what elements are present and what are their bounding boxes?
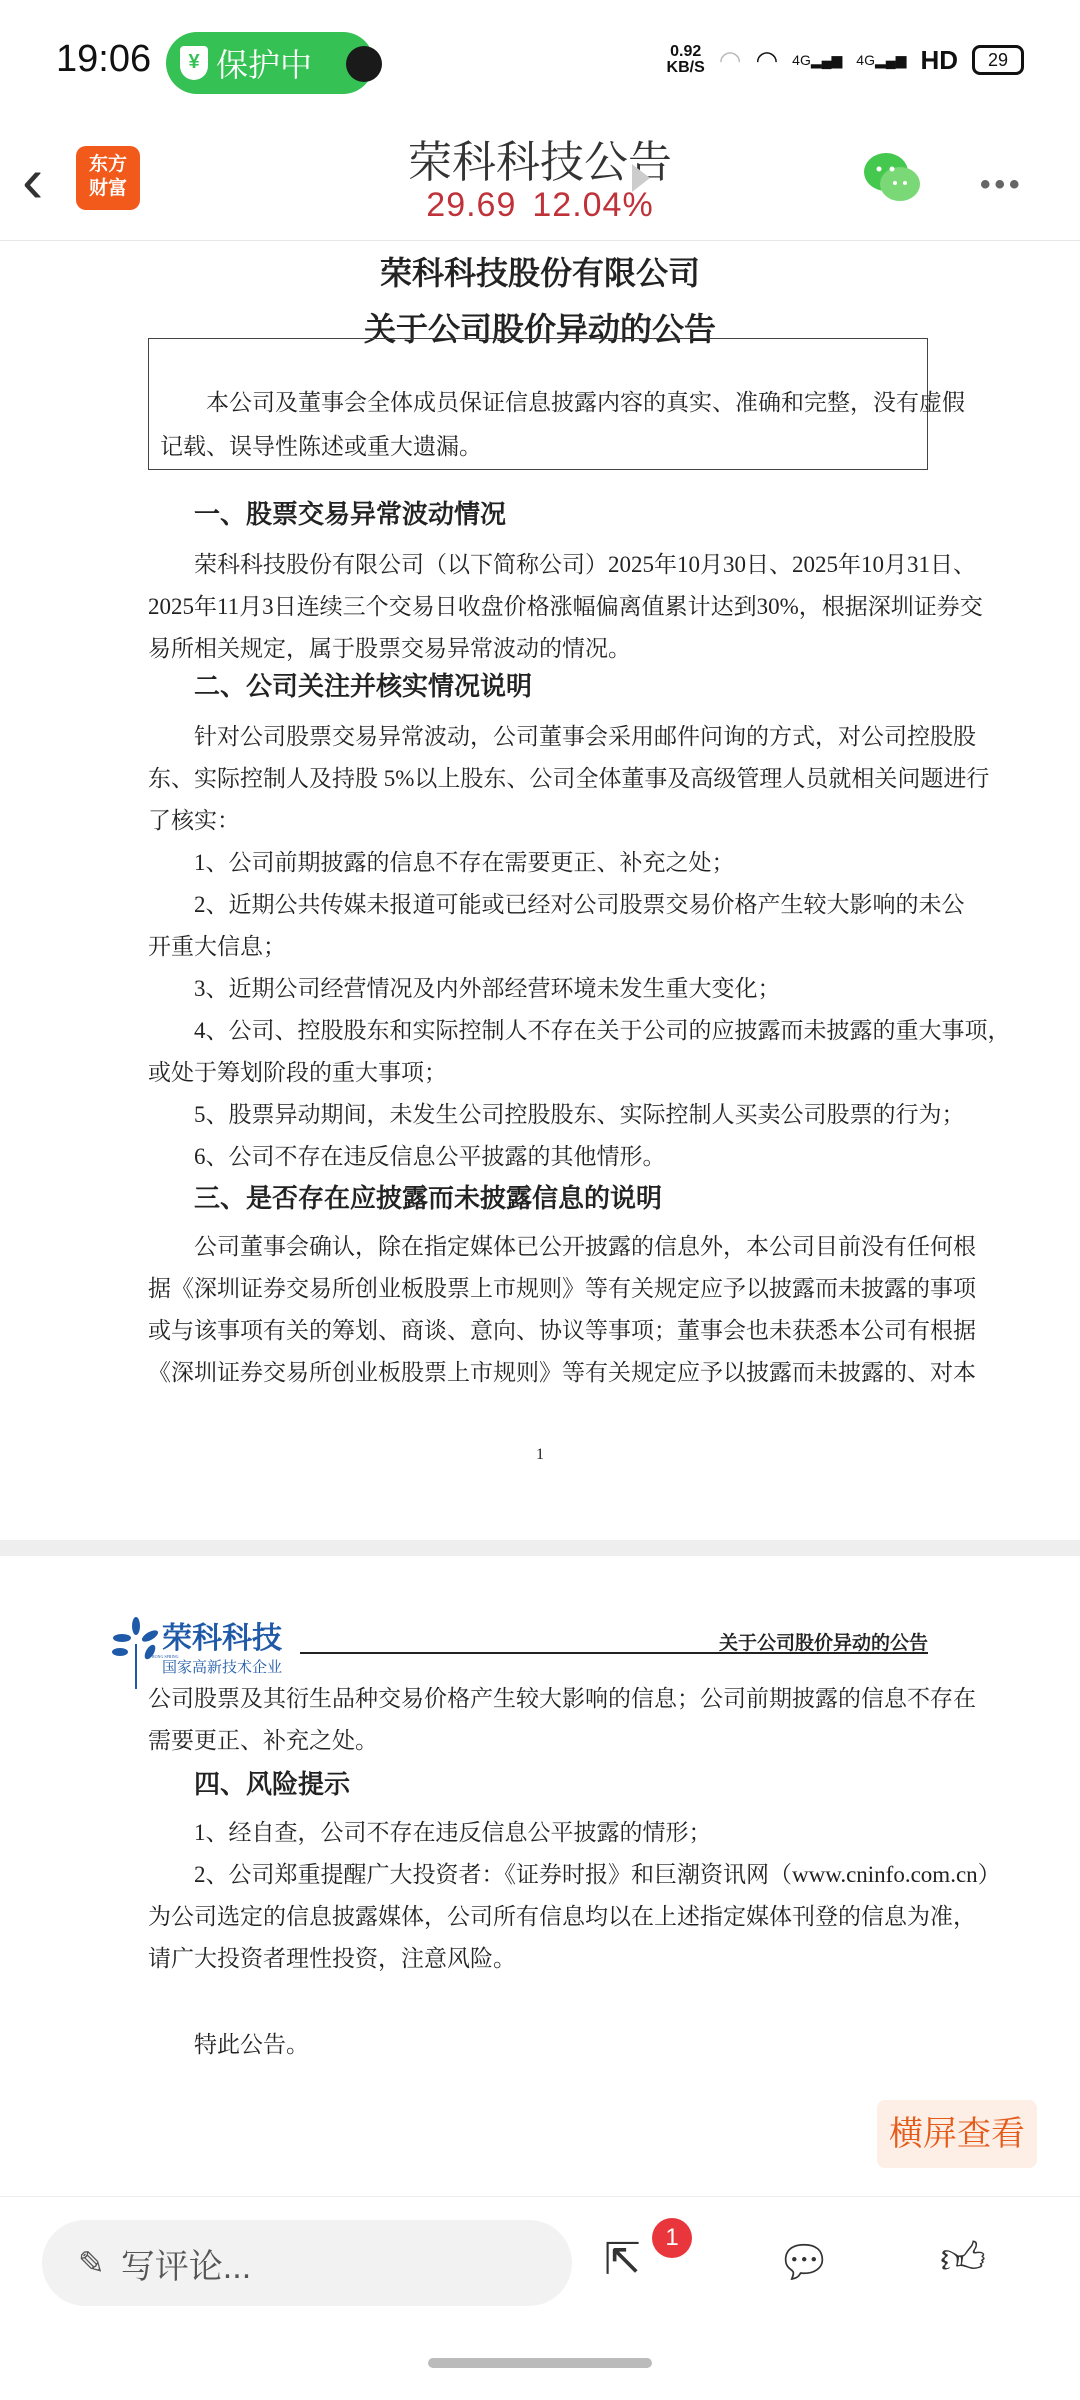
stock-change: 12.04% <box>532 186 654 224</box>
text-line: 开重大信息； <box>148 934 286 959</box>
hd-icon: HD <box>920 44 958 75</box>
comment-input[interactable] <box>42 2220 572 2306</box>
text-line: 6、公司不存在违反信息公平披露的其他情形。 <box>194 1144 666 1169</box>
protection-badge[interactable] <box>166 32 374 94</box>
text-line: 4、公司、控股股东和实际控制人不存在关于公司的应披露而未披露的重大事项， <box>194 1018 1011 1043</box>
text-line: 需要更正、补充之处。 <box>148 1728 378 1753</box>
text-line: 请广大投资者理性投资，注意风险。 <box>148 1946 516 1971</box>
network-speed: 0.92 KB/S <box>666 43 705 76</box>
more-options-button[interactable]: ••• <box>980 168 1024 201</box>
text-line: 公司董事会确认，除在指定媒体已公开披露的信息外，本公司目前没有任何根 <box>194 1234 976 1259</box>
wechat-share-icon[interactable] <box>862 150 922 206</box>
text-line: 荣科科技股份有限公司（以下简称公司）2025年10月30日、2025年10月31日、 <box>194 552 976 577</box>
company-name: 荣科科技股份有限公司 <box>379 255 700 291</box>
text-line: 公司股票及其衍生品种交易价格产生较大影响的信息；公司前期披露的信息不存在 <box>148 1686 976 1711</box>
comment-placeholder: 写评论... <box>120 2247 252 2286</box>
share-badge: 1 <box>652 2218 692 2258</box>
shield-icon: ¥ <box>180 46 208 80</box>
landscape-view-button[interactable]: 横屏查看 <box>877 2100 1037 2168</box>
page-title: 荣科科技公告 <box>408 138 672 187</box>
page-number: 1 <box>536 1446 544 1463</box>
svg-text:RONG SPRING: RONG SPRING <box>152 1654 179 1659</box>
notification-dot-icon <box>346 46 382 82</box>
section-heading: 三、是否存在应披露而未披露信息的说明 <box>194 1184 663 1213</box>
text-line: 2025年11月3日连续三个交易日收盘价格涨幅偏离值累计达到30%，根据深圳证券交 <box>148 594 983 619</box>
text-line: 了核实： <box>148 808 240 833</box>
divider <box>0 240 1080 241</box>
section-heading: 一、股票交易异常波动情况 <box>194 500 507 529</box>
text-line: 本公司及董事会全体成员保证信息披露内容的真实、准确和完整，没有虚假 <box>206 390 965 415</box>
expand-arrow-icon[interactable] <box>632 164 650 192</box>
text-line: 为公司选定的信息披露媒体，公司所有信息均以在上述指定媒体刊登的信息为准， <box>148 1904 976 1929</box>
stock-price: 29.69 <box>426 186 517 224</box>
status-bar <box>0 0 1080 120</box>
text-line: 针对公司股票交易异常波动，公司董事会采用邮件问询的方式，对公司控股股 <box>194 724 976 749</box>
page-header-title: 关于公司股价异动的公告 <box>718 1633 928 1654</box>
svg-text:荣科科技: 荣科科技 <box>162 1622 282 1655</box>
text-line: 1、经自查，公司不存在违反信息公平披露的情形； <box>194 1820 712 1845</box>
signal-icon: 4G▂▄▆ <box>792 51 843 68</box>
text-line: 或处于筹划阶段的重大事项； <box>148 1060 447 1085</box>
like-icon[interactable]: 👍︎ <box>940 2234 986 2283</box>
text-line: 或与该事项有关的筹划、商谈、意向、协议等事项；董事会也未获悉本公司有根据 <box>148 1318 976 1343</box>
text-line: 5、股票异动期间，未发生公司控股股东、实际控制人买卖公司股票的行为； <box>194 1102 965 1127</box>
pen-icon: ✎ <box>78 2245 105 2281</box>
wifi-icon: ◠ <box>755 44 779 75</box>
svg-text:国家高新技术企业: 国家高新技术企业 <box>162 1660 283 1676</box>
text-line: 1、公司前期披露的信息不存在需要更正、补充之处； <box>194 850 735 875</box>
text-line: 《深圳证券交易所创业板股票上市规则》等有关规定应予以披露而未披露的、对本 <box>148 1360 976 1385</box>
text-line: 易所相关规定，属于股票交易异常波动的情况。 <box>148 636 631 661</box>
app-logo: 东方 财富 <box>76 146 140 210</box>
document-title: 关于公司股价异动的公告 <box>363 311 716 347</box>
text-line: 2、近期公共传媒未报道可能或已经对公司股票交易价格产生较大影响的未公 <box>194 892 965 917</box>
back-button[interactable]: ‹ <box>22 144 44 216</box>
page-separator <box>0 1540 1080 1556</box>
clock: 19:06 <box>56 38 152 80</box>
status-icons <box>667 44 1024 76</box>
text-line: 2、公司郑重提醒广大投资者：《证券时报》和巨潮资讯网（www.cninfo.com.cn） <box>194 1862 1001 1887</box>
battery-icon: 29 <box>972 45 1024 75</box>
section-heading: 二、公司关注并核实情况说明 <box>194 672 533 701</box>
share-icon[interactable]: ⇱ <box>604 2235 641 2284</box>
comments-icon[interactable]: 💬︎ <box>776 2238 832 2287</box>
home-indicator[interactable] <box>428 2358 652 2368</box>
text-line: 东、实际控制人及持股 5%以上股东、公司全体董事及高级管理人员就相关问题进行 <box>148 766 990 791</box>
signal-icon: 4G▂▄▆ <box>856 51 907 68</box>
text-line: 据《深圳证券交易所创业板股票上市规则》等有关规定应予以披露而未披露的事项 <box>148 1276 976 1301</box>
text-line: 特此公告。 <box>194 2032 309 2057</box>
text-line: 3、近期公司经营情况及内外部经营环境未发生重大变化； <box>194 976 781 1001</box>
protection-label: 保护中 <box>216 47 313 83</box>
section-heading: 四、风险提示 <box>194 1770 351 1799</box>
wifi-icon: ◠ <box>718 44 742 75</box>
text-line: 记载、误导性陈述或重大遗漏。 <box>160 434 482 459</box>
